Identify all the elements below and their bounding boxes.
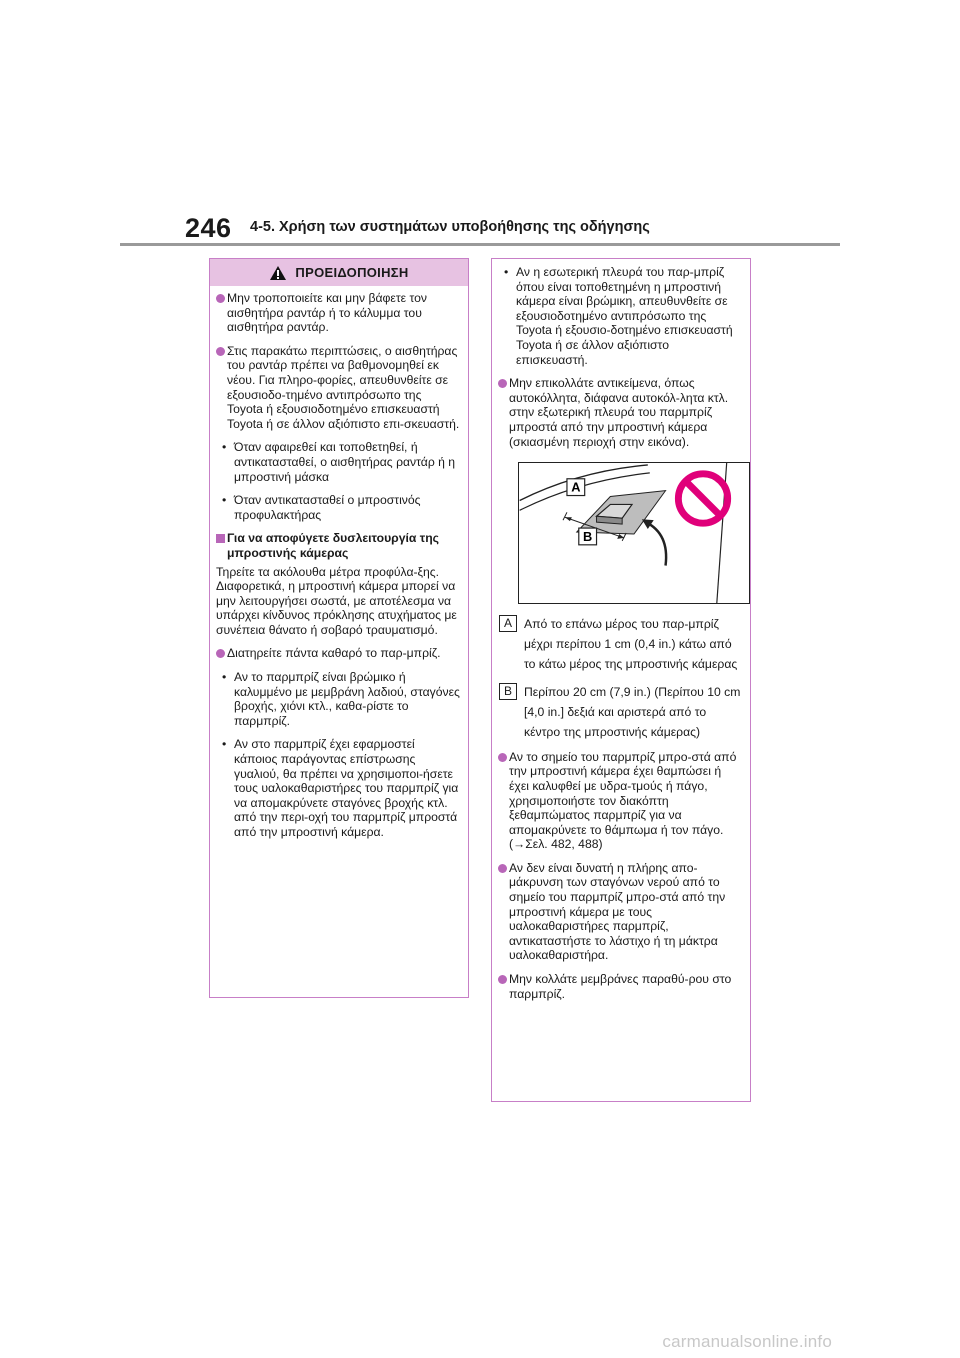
section-title: 4-5. Χρήση των συστημάτων υποβοήθησης της οδήγησης (250, 219, 650, 235)
camera-precautions-paragraph: Τηρείτε τα ακόλουθα μέτρα προφύλα-ξης. Διαφορετικά, η μπροστινή κάμερα μπορεί να μην λειτουργήσει σωστά, με αποτέλεσμα να υπάρχει κίνδυνος πρόκλησης ατυχήματος με συνέπεια θάνατο ή σοβαρό τραυματισμό. (216, 564, 457, 637)
warning-item-wiper-rubber: Αν δεν είναι δυνατή η πλήρης απο-μάκρυνση των σταγόνων νερού από το σημείο του παρμπρίζ μπρο-στά από την μπροστινή κάμερα με τους υαλοκαθαριστήρες παρμπρίζ, αντικαταστήστε το λάστιχο ή τη μάκτρα υαλοκαθαριστήρα. (498, 861, 742, 963)
bullet-bumper-replaced: • Όταν αντικατασταθεί ο μπροστινός προφυλακτήρας (216, 493, 460, 522)
header-rule (120, 243, 840, 246)
windshield-camera-figure (518, 462, 750, 604)
bullet-dirty-windshield: • Αν το παρμπρίζ είναι βρώμικο ή καλυμμένο με μεμβράνη λαδιού, σταγόνες βροχής, χιόνι κτλ., καθα-ρίστε το παρμπρίζ. (216, 670, 460, 728)
warning-box-right (491, 258, 751, 1102)
page-number: 246 (185, 213, 232, 243)
legend-b-marker: B (499, 683, 517, 700)
watermark: carmanualsonline.info (662, 1332, 832, 1351)
warning-title: ΠΡΟΕΙΔΟΠΟΙΗΣΗ (295, 265, 409, 280)
bullet-coating-agent: • Αν στο παρμπρίζ έχει εφαρμοστεί κάποιος παράγοντας επίστρωσης γυαλιού, θα πρέπει να χρησιμοποι-ήσετε τους υαλοκαθαριστήρες του παρμπρίζ για να απομακρύνετε σταγόνες βροχής κτλ. από την περι-οχή του παρμπρίζ μπροστά από την μπροστινή κάμερα. (216, 737, 460, 839)
warning-item-paint: Μην τροποποιείτε και μην βάφετε τον αισθητήρα ραντάρ ή το κάλυμμα του αισθητήρα ραντάρ. (216, 291, 460, 335)
legend-a-text: Από το επάνω μέρος του παρ-μπρίζ μέχρι περίπου 1 cm (0,4 in.) κάτω από το κάτω μέρος της μπροστινής κάμερας (524, 616, 738, 671)
warning-box-left (209, 258, 469, 998)
warning-triangle-icon (269, 265, 287, 281)
warning-item-no-films: Μην κολλάτε μεμβράνες παραθύ-ρου στο παρμπρίζ. (498, 972, 742, 1001)
legend-b (498, 682, 742, 742)
legend-b-text: Περίπου 20 cm (7,9 in.) (Περίπου 10 cm [4,0 in.] δεξιά και αριστερά από το κέντρο της μπροστινής κάμερας) (524, 684, 741, 739)
legend-a-marker: A (499, 615, 517, 632)
warning-item-clean-windshield: Διατηρείτε πάντα καθαρό το παρ-μπρίζ. (216, 646, 460, 661)
warning-header (210, 259, 468, 286)
warning-item-defog: Αν το σημείο του παρμπρίζ μπρο-στά από την μπροστινή κάμερα έχει θαμπώσει ή έχει καλυφθεί με υδρα-τμούς ή πάγο, χρησιμοποιήστε τον διακόπτη ξεθαμπώματος παρμπρίζ για να απομακρύνετε το θάμπωμα ή τον πάγο. (→Σελ. 482, 488) (498, 750, 742, 852)
figure-label-b: B (583, 529, 593, 545)
figure-label-a: A (571, 479, 581, 495)
bullet-sensor-removed: • Όταν αφαιρεθεί και τοποθετηθεί, ή αντικατασταθεί, ο αισθητήρας ραντάρ ή η μπροστινή μάσκα (216, 440, 460, 484)
warning-item-recalibrate: Στις παρακάτω περιπτώσεις, ο αισθητήρας του ραντάρ πρέπει να βαθμονομηθεί εκ νέου. Για πληρο-φορίες, απευθυνθείτε σε εξουσιοδο-τημένο αντιπρόσωπο της Toyota ή εξουσιοδοτημένο επισκευαστή Toyota ή σε άλλον αξιόπιστο επι-σκευαστή. (216, 344, 460, 432)
warning-item-no-stickers: Μην επικολλάτε αντικείμενα, όπως αυτοκόλλητα, διάφανα αυτοκόλ-λητα κτλ. στην εξωτερική πλευρά του παρμπρίζ μπροστά από την μπροστινή κάμερα (σκιασμένη περιοχή στην εικόνα). (498, 376, 742, 449)
bullet-inner-dirty: • Αν η εσωτερική πλευρά του παρ-μπρίζ όπου είναι τοποθετημένη η μπροστινή κάμερα είναι βρώμικη, απευθυνθείτε σε εξουσιοδοτημένο αντιπρόσωπο της Toyota ή εξουσιο-δοτημένο επισκευαστή Toyota ή σε άλλον αξιόπιστο επισκευαστή. (498, 265, 742, 367)
camera-heading: Για να αποφύγετε δυσλειτουργία της μπροστινής κάμερας (216, 531, 460, 560)
legend-a (498, 614, 742, 674)
